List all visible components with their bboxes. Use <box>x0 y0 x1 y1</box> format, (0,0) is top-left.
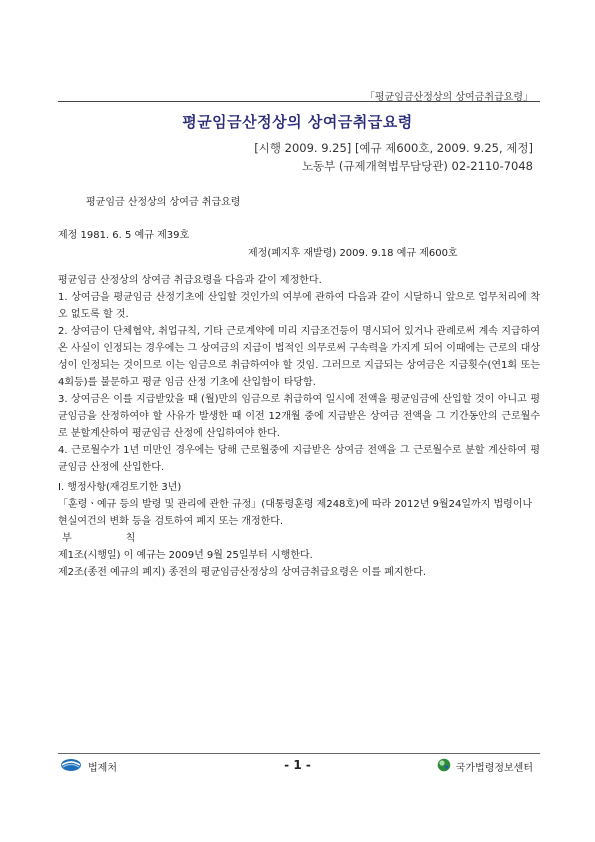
ministry-contact: 노동부 (규제개혁법무담당관) 02-2110-7048 <box>301 159 533 173</box>
body-item-1: 1. 상여금을 평균임금 산정기초에 산입할 것인가의 여부에 관하여 다음과 같이 시달하니 앞으로 업무처리에 착오 없도록 할 것. <box>58 292 540 320</box>
document-title: 평균임금산정상의 상여금취급요령 <box>182 113 413 131</box>
footer-center-label: 국가법령정보센터 <box>455 763 533 774</box>
enforcement-info: [시행 2009. 9.25] [예규 제600호, 2009. 9.25, 제정] <box>254 141 533 155</box>
header-divider <box>58 101 540 102</box>
regulation-name: 평균임금 산정상의 상여금 취급요령 <box>86 197 241 208</box>
page-number: - 1 - <box>284 758 311 772</box>
admin-heading: Ⅰ. 행정사항(재검토기한 3년) <box>58 482 182 493</box>
header-document-tag: 「평균임금산정상의 상여금취급요령」 <box>364 92 533 103</box>
body-item-3: 3. 상여금은 이를 지급받았을 때 (월)만의 임금으로 취급하여 일시에 전액을 평균임금에 산입할 것이 아니고 평균임금을 산정하여야 할 사유가 발생한 때 이전 12개월 중에 지급받은 상여금 전액을 그 기간동안의 근로월수로 분할계산하여 평균임금 산정에 산입하여야 한다. <box>58 394 540 439</box>
annex-title: 부칙 <box>62 533 190 544</box>
body-item-2: 2. 상여금이 단체협약, 취업규칙, 기타 근로계약에 미리 지급조건등이 명시되어 있거나 관례로써 계속 지급하여온 사실이 인정되는 경우에는 그 상여금의 지급이 법적인 의무로써 구속력을 가지게 되어 이때에는 근로의 대상성이 인정되는 것이므로 이는 임금으로 취급하여야 할 것임. 그러므로 지급되는 상여금은 지급횟수(연1회 또는 4회등)를 불문하고 평균 임금 산정 기초에 산입함이 타당함. <box>58 326 540 388</box>
article-2: 제2조(종전 예규의 폐지) 종전의 평균임금산정상의 상여금취급요령은 이를 폐지한다. <box>58 567 427 578</box>
enactment-history-1: 제정 1981. 6. 5 예규 제39호 <box>58 230 190 241</box>
body-item-4: 4. 근로월수가 1년 미만인 경우에는 당해 근로월중에 지급받은 상여금 전액을 그 근로월수로 분할 계산하여 평균임금 산정에 산입한다. <box>58 445 540 473</box>
globe-logo-icon <box>437 758 451 775</box>
footer-agency-label: 법제처 <box>88 763 117 774</box>
administrative-section <box>58 479 540 581</box>
footer-divider <box>58 753 540 754</box>
regulation-body <box>58 272 540 476</box>
footer-right <box>437 758 533 775</box>
article-1: 제1조(시행일) 이 예규는 2009년 9월 25일부터 시행한다. <box>58 550 313 561</box>
body-intro: 평균임금 산정상의 상여금 취급요령을 다음과 같이 제정한다. <box>58 275 322 286</box>
admin-text: 「훈령ㆍ예규 등의 발령 및 관리에 관한 규정」(대통령훈령 제248호)에 따라 2012년 9월24일까지 법령이나 현실여건의 변화 등을 검토하여 폐지 또는 개정한다. <box>58 499 533 527</box>
enactment-history-2: 제정(폐지후 재발령) 2009. 9.18 예규 제600호 <box>248 248 458 259</box>
